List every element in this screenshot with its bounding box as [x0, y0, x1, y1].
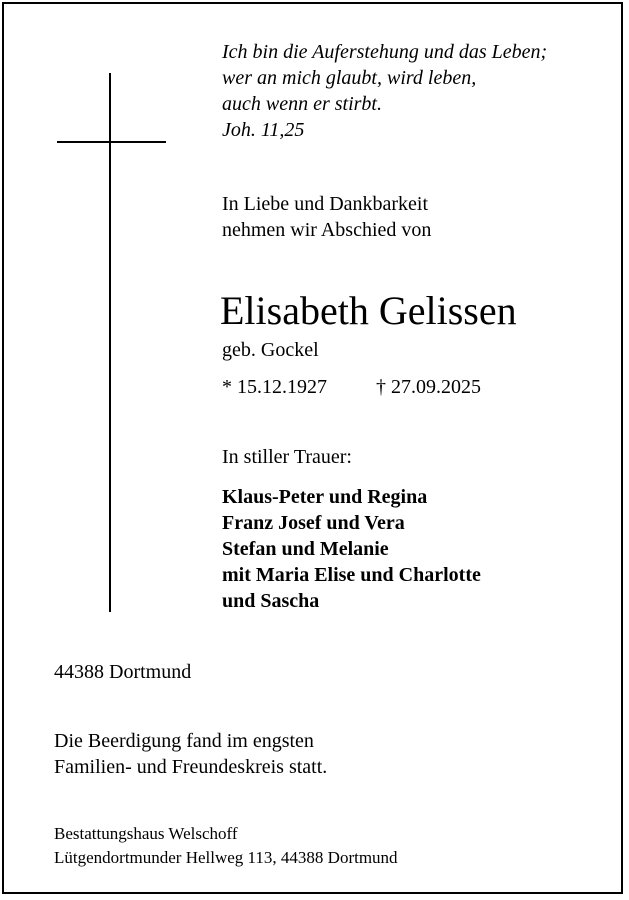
obituary-card [2, 2, 623, 894]
verse-line: wer an mich glaubt, wird leben, [222, 67, 477, 89]
funeral-line: Die Beerdigung fand im engsten [54, 730, 314, 752]
undertaker-info [54, 822, 398, 870]
death-date: † 27.09.2025 [376, 376, 481, 398]
birth-date: * 15.12.1927 [222, 376, 327, 398]
funeral-notice [54, 728, 327, 780]
cross-vertical-bar [109, 73, 111, 612]
mourning-heading: In stiller Trauer: [222, 446, 352, 468]
deceased-name: Elisabeth Gelissen [220, 288, 517, 333]
intro-line: In Liebe und Dankbarkeit [222, 193, 429, 215]
undertaker-name: Bestattungshaus Welschoff [54, 824, 238, 843]
family-member: Stefan und Melanie [222, 538, 389, 560]
family-member: Klaus-Peter und Regina [222, 486, 428, 508]
undertaker-address: Lütgendortmunder Hellweg 113, 44388 Dortmund [54, 848, 398, 867]
location: 44388 Dortmund [54, 661, 192, 683]
cross-horizontal-bar [57, 141, 166, 143]
birth-name: geb. Gockel [222, 339, 319, 361]
funeral-line: Familien- und Freundeskreis statt. [54, 756, 328, 778]
family-member: und Sascha [222, 590, 320, 612]
verse-reference: Joh. 11,25 [222, 119, 305, 141]
intro-line: nehmen wir Abschied von [222, 219, 432, 241]
family-member: mit Maria Elise und Charlotte [222, 564, 481, 586]
family-list [222, 484, 481, 614]
family-member: Franz Josef und Vera [222, 512, 405, 534]
verse-line: Ich bin die Auferstehung und das Leben; [222, 41, 548, 63]
bible-verse [222, 39, 547, 143]
verse-line: auch wenn er stirbt. [222, 93, 382, 115]
farewell-intro [222, 191, 431, 243]
